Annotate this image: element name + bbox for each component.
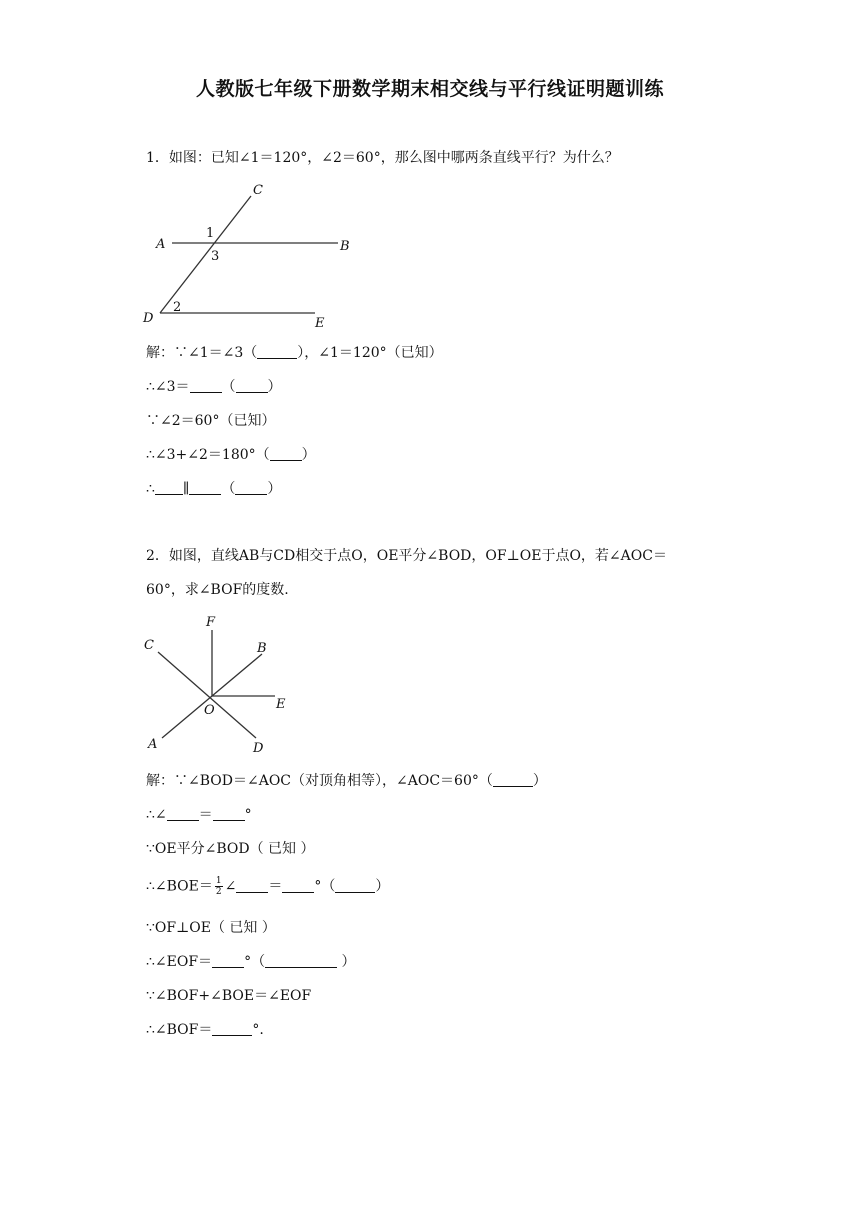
step-text: （ — [221, 481, 236, 497]
step-text: ） — [375, 878, 390, 895]
step-text: ∵OE平分∠BOD（ 已知 ） — [146, 841, 315, 857]
answer-blank — [235, 480, 267, 495]
answer-blank — [493, 772, 533, 787]
label-e: E — [276, 697, 286, 712]
label-c: C — [253, 183, 263, 198]
step-text: ） — [267, 379, 282, 395]
answer-blank — [236, 878, 268, 893]
step-text: ＝ — [268, 878, 283, 895]
answer-blank — [213, 806, 245, 821]
label-a: A — [148, 737, 158, 752]
q2-step-3 — [146, 839, 315, 859]
answer-blank — [282, 878, 314, 893]
label-d: D — [143, 311, 154, 326]
step-text: ∥ — [182, 481, 190, 497]
step-text: ∠ — [224, 878, 237, 895]
answer-blank — [189, 480, 221, 495]
step-text: ） — [267, 481, 282, 497]
label-e: E — [315, 316, 325, 331]
q2-prompt-line1: 2．如图，直线AB与CD相交于点O，OE平分∠BOD，OF⊥OE于点O，若∠AOC＝ — [146, 548, 667, 564]
answer-blank — [155, 480, 183, 495]
q2-prompt-line2: 60°，求∠BOF的度数. — [146, 582, 289, 598]
page-title: 人教版七年级下册数学期末相交线与平行线证明题训练 — [195, 78, 664, 100]
step-text: ∴∠3＝ — [146, 379, 190, 395]
step-text: ∵OF⊥OE（ 已知 ） — [146, 920, 276, 936]
q1-step-3 — [146, 411, 275, 431]
answer-blank — [257, 344, 297, 359]
step-text: ） — [532, 773, 547, 789]
q2-step-6 — [146, 952, 356, 972]
step-text: ∵∠2＝60°（已知） — [146, 413, 276, 429]
step-text: ∴∠ — [146, 807, 167, 823]
answer-blank — [190, 378, 222, 393]
q1-step-4 — [146, 445, 316, 465]
fraction-one-half: $\frac{1}{2}$ — [215, 876, 222, 897]
step-text: ） — [301, 447, 316, 463]
step-text: ∵∠BOF+∠BOE＝∠EOF — [146, 988, 312, 1004]
step-text: ＝ — [198, 807, 213, 823]
answer-blank — [212, 953, 244, 968]
answer-blank — [212, 1021, 252, 1036]
step-text: 解：∵∠1＝∠3（ — [146, 345, 258, 361]
label-d: D — [253, 741, 264, 756]
step-text: ∴∠BOF＝ — [146, 1022, 213, 1038]
step-text: ∴ — [146, 481, 155, 497]
answer-blank — [236, 378, 268, 393]
step-text: （ — [221, 379, 236, 395]
answer-blank — [265, 953, 337, 968]
step-text: ° — [244, 807, 252, 823]
label-c: C — [144, 638, 154, 653]
label-angle-3: 3 — [211, 249, 220, 264]
step-text: ） — [337, 954, 356, 970]
q2-step-5 — [146, 918, 276, 938]
label-f: F — [206, 615, 216, 630]
line-dc — [160, 196, 251, 313]
answer-blank — [335, 878, 375, 893]
step-text: ∴∠3+∠2＝180°（ — [146, 447, 270, 463]
q2-step-1 — [146, 771, 547, 791]
step-text: °（ — [314, 878, 336, 895]
label-b: B — [257, 641, 267, 656]
answer-blank — [270, 446, 302, 461]
q1-step-2 — [146, 377, 282, 397]
label-angle-2: 2 — [173, 300, 182, 315]
q2-step-7 — [146, 986, 311, 1006]
label-angle-1: 1 — [206, 226, 215, 241]
q1-step-5 — [146, 479, 281, 499]
step-text: ∴∠EOF＝ — [146, 954, 213, 970]
q2-step-2 — [146, 805, 252, 825]
q2-step-4 — [146, 876, 389, 897]
q2-figure — [140, 610, 310, 760]
line-cd — [158, 652, 256, 738]
q1-figure — [140, 180, 370, 340]
step-text: 解：∵∠BOD＝∠AOC（对顶角相等），∠AOC＝60°（ — [146, 773, 493, 789]
answer-blank — [167, 806, 199, 821]
step-text: ），∠1＝120°（已知） — [297, 345, 443, 361]
step-text: °. — [252, 1022, 264, 1038]
label-o: O — [204, 703, 215, 718]
q1-prompt: 1．如图：已知∠1＝120°，∠2＝60°，那么图中哪两条直线平行？为什么？ — [146, 150, 619, 166]
q2-step-8 — [146, 1020, 264, 1040]
label-b: B — [340, 239, 350, 254]
step-text: ∴∠BOE＝ — [146, 878, 213, 895]
label-a: A — [156, 237, 166, 252]
step-text: °（ — [244, 954, 266, 970]
q1-step-1 — [146, 343, 443, 363]
